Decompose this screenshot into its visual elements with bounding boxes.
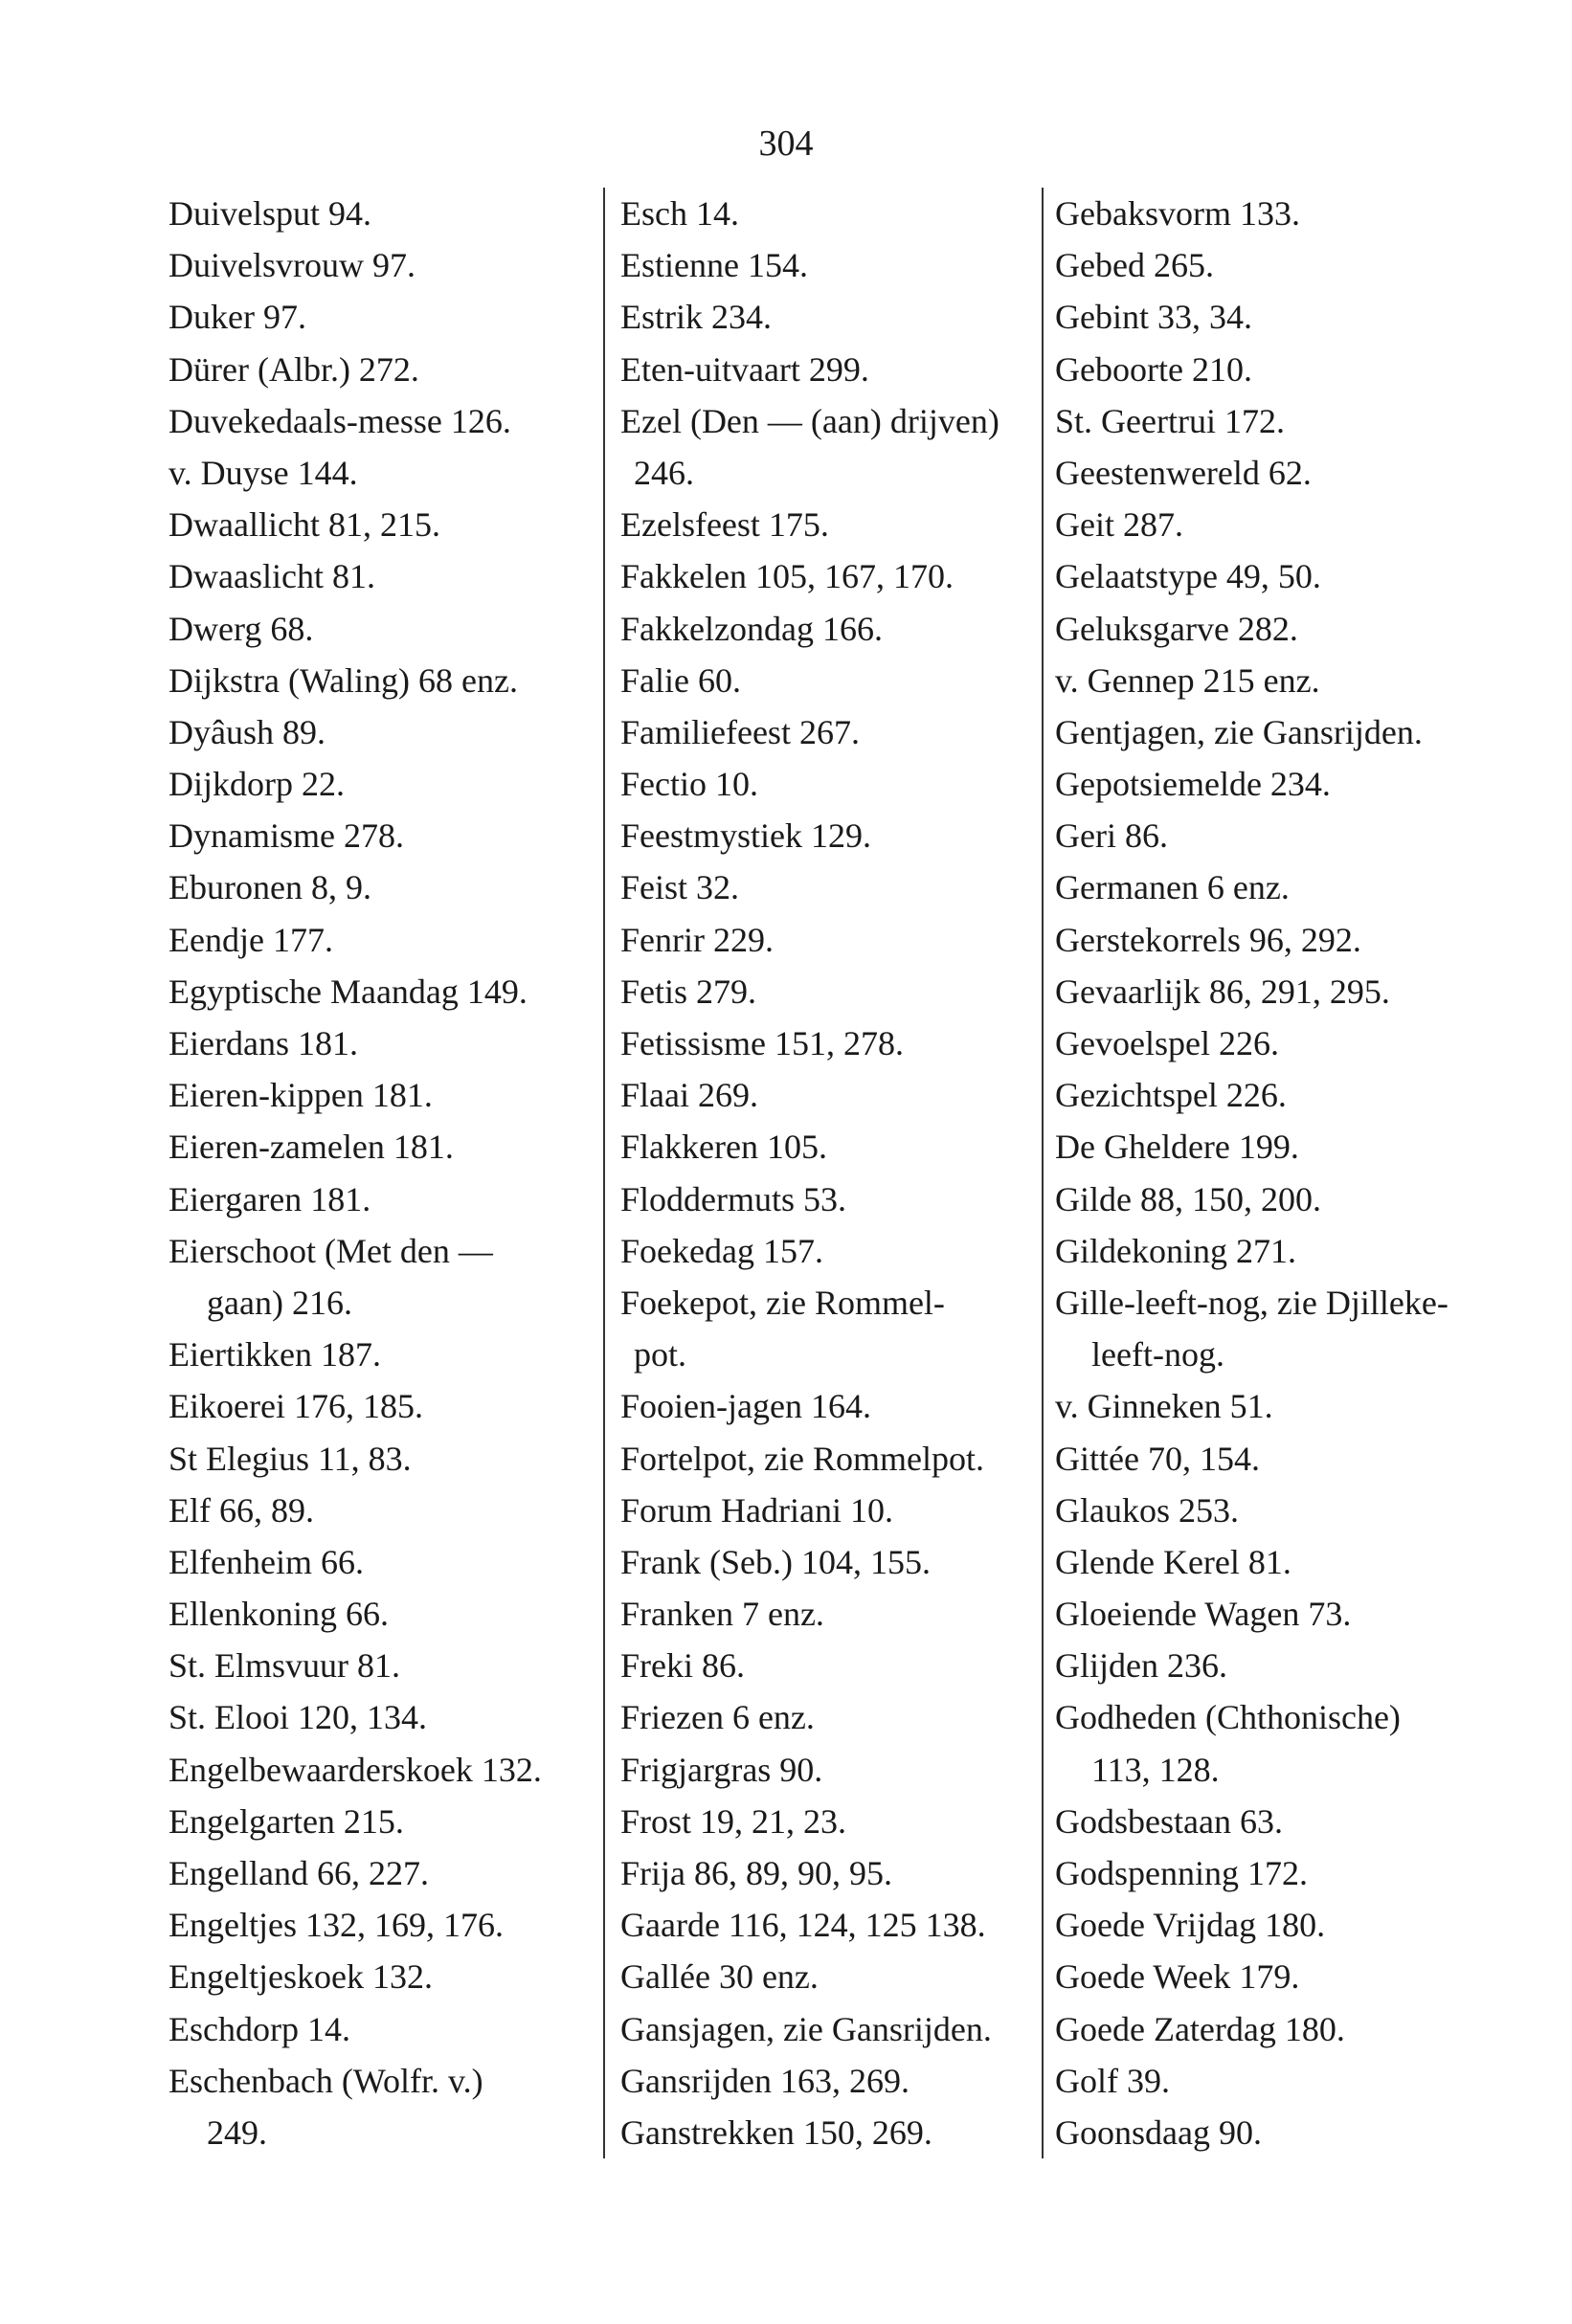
index-entry: Franken 7 enz. <box>620 1595 824 1634</box>
index-entry: Gevoelspel 226. <box>1055 1024 1279 1062</box>
index-entry: Dwaallicht 81, 215. <box>168 505 440 545</box>
index-entry: Duker 97. <box>168 298 306 337</box>
index-entry: Gaarde 116, 124, 125 138. <box>620 1906 986 1945</box>
index-entry: Feist 32. <box>620 868 740 907</box>
index-entry: Gepotsiemelde 234. <box>1055 765 1331 804</box>
index-entry: Goede Vrijdag 180. <box>1055 1906 1326 1945</box>
index-entry: Fakkelzondag 166. <box>620 609 883 648</box>
index-entry-continuation: 249. <box>207 2112 267 2152</box>
index-entry-continuation: 246. <box>634 453 694 492</box>
index-entry: Geestenwereld 62. <box>1055 453 1312 492</box>
index-entry: Gille-leeft-nog, zie Djilleke- <box>1055 1283 1448 1322</box>
index-entry: Dynamisme 278. <box>168 816 404 856</box>
index-entry: Godheden (Chthonische) <box>1055 1698 1401 1737</box>
index-entry: Frigjargras 90. <box>620 1750 823 1789</box>
index-entry: Dwerg 68. <box>168 609 314 648</box>
index-entry: Ezelsfeest 175. <box>620 505 829 545</box>
index-entry: Gevaarlijk 86, 291, 295. <box>1055 972 1390 1011</box>
index-entry: Forum Hadriani 10. <box>620 1490 893 1530</box>
index-entry: Ellenkoning 66. <box>168 1595 389 1634</box>
index-entry-continuation: 113, 128. <box>1091 1750 1220 1789</box>
index-entry: Flakkeren 105. <box>620 1128 827 1167</box>
index-entry: Goede Zaterdag 180. <box>1055 2009 1345 2048</box>
index-entry: Duivelsvrouw 97. <box>168 246 415 285</box>
index-entry: Freki 86. <box>620 1646 745 1686</box>
index-entry: Goede Week 179. <box>1055 1957 1300 1997</box>
index-entry: Foekepot, zie Rommel- <box>620 1283 945 1322</box>
index-entry: Fectio 10. <box>620 765 758 804</box>
index-entry: Elf 66, 89. <box>168 1490 314 1530</box>
index-entry: Glaukos 253. <box>1055 1490 1239 1530</box>
index-entry: Estienne 154. <box>620 246 808 285</box>
index-entry: Elfenheim 66. <box>168 1542 364 1581</box>
index-entry: Gelaatstype 49, 50. <box>1055 557 1321 596</box>
index-entry: Eburonen 8, 9. <box>168 868 371 907</box>
index-entry: Dürer (Albr.) 272. <box>168 349 419 389</box>
index-entry: Geluksgarve 282. <box>1055 609 1298 648</box>
index-entry-continuation: gaan) 216. <box>207 1283 352 1322</box>
index-entry: De Gheldere 199. <box>1055 1128 1299 1167</box>
index-entry: Gansjagen, zie Gansrijden. <box>620 2009 992 2048</box>
index-entry: Eierdans 181. <box>168 1024 358 1062</box>
index-entry: Godspenning 172. <box>1055 1854 1308 1892</box>
index-entry: Eieren-zamelen 181. <box>168 1128 454 1167</box>
index-entry: Friezen 6 enz. <box>620 1698 815 1737</box>
index-entry: Gebaksvorm 133. <box>1055 194 1300 233</box>
index-entry: St. Geertrui 172. <box>1055 401 1285 440</box>
index-entry: v. Ginneken 51. <box>1055 1387 1273 1426</box>
index-entry: Eendje 177. <box>168 920 333 959</box>
index-entry: v. Duyse 144. <box>168 453 358 492</box>
index-entry: Geri 86. <box>1055 816 1168 856</box>
index-entry: St. Elooi 120, 134. <box>168 1698 428 1737</box>
index-entry: Esch 14. <box>620 194 739 233</box>
index-entry: Eierschoot (Met den — <box>168 1231 493 1270</box>
index-entry: Eiergaren 181. <box>168 1179 371 1218</box>
index-column-3 <box>1042 188 1465 2158</box>
index-entry: Gildekoning 271. <box>1055 1231 1296 1270</box>
index-entry-continuation: pot. <box>634 1335 687 1374</box>
index-entry: Dijkstra (Waling) 68 enz. <box>168 660 518 700</box>
index-entry: Duivelsput 94. <box>168 194 371 233</box>
page-number: 304 <box>758 123 814 164</box>
index-entry: Engelland 66, 227. <box>168 1854 429 1892</box>
index-entry: St Elegius 11, 83. <box>168 1439 412 1478</box>
index-column-2 <box>603 188 1019 2158</box>
index-entry: Gebed 265. <box>1055 246 1214 285</box>
index-entry: Gansrijden 163, 269. <box>620 2061 910 2100</box>
index-entry: Estrik 234. <box>620 298 772 337</box>
index-entry: Fooien-jagen 164. <box>620 1387 871 1426</box>
index-entry: Eschenbach (Wolfr. v.) <box>168 2061 483 2100</box>
index-entry: Fetissisme 151, 278. <box>620 1024 905 1062</box>
index-entry: Engelbewaarderskoek 132. <box>168 1750 542 1789</box>
index-entry: Falie 60. <box>620 660 741 700</box>
index-entry-continuation: leeft-nog. <box>1091 1335 1224 1374</box>
index-entry: Glende Kerel 81. <box>1055 1542 1291 1581</box>
index-column-1 <box>168 188 582 2158</box>
index-entry: Germanen 6 enz. <box>1055 868 1290 907</box>
index-entry: Gloeiende Wagen 73. <box>1055 1595 1352 1634</box>
index-entry: Ganstrekken 150, 269. <box>620 2112 932 2152</box>
index-entry: Floddermuts 53. <box>620 1179 847 1218</box>
index-entry: Ezel (Den — (aan) drijven) <box>620 401 999 440</box>
index-entry: Gilde 88, 150, 200. <box>1055 1179 1321 1218</box>
index-entry: Fenrir 229. <box>620 920 774 959</box>
index-entry: Familiefeest 267. <box>620 712 860 751</box>
index-entry: Dyâush 89. <box>168 712 326 751</box>
index-entry: Duvekedaals-messe 126. <box>168 401 511 440</box>
index-entry: Gebint 33, 34. <box>1055 298 1252 337</box>
index-entry: Engeltjeskoek 132. <box>168 1957 433 1997</box>
index-entry: Fakkelen 105, 167, 170. <box>620 557 954 596</box>
index-entry: Godsbestaan 63. <box>1055 1801 1283 1841</box>
index-entry: Dijkdorp 22. <box>168 765 345 804</box>
index-entry: Frija 86, 89, 90, 95. <box>620 1854 892 1892</box>
index-entry: Eschdorp 14. <box>168 2009 350 2048</box>
index-entry: Frank (Seb.) 104, 155. <box>620 1542 931 1581</box>
index-entry: Engelgarten 215. <box>168 1801 404 1841</box>
index-entry: Golf 39. <box>1055 2061 1170 2100</box>
index-entry: Gentjagen, zie Gansrijden. <box>1055 712 1423 751</box>
index-entry: Geit 287. <box>1055 505 1183 545</box>
index-entry: Fortelpot, zie Rommelpot. <box>620 1439 984 1478</box>
index-entry: Frost 19, 21, 23. <box>620 1801 847 1841</box>
index-entry: Flaai 269. <box>620 1076 758 1115</box>
index-entry: Eikoerei 176, 185. <box>168 1387 423 1426</box>
index-entry: Fetis 279. <box>620 972 757 1011</box>
index-entry: Engeltjes 132, 169, 176. <box>168 1906 504 1945</box>
index-entry: Gittée 70, 154. <box>1055 1439 1260 1478</box>
index-entry: St. Elmsvuur 81. <box>168 1646 401 1686</box>
index-entry: Gallée 30 enz. <box>620 1957 819 1997</box>
index-entry: Egyptische Maandag 149. <box>168 972 528 1011</box>
index-entry: Gerstekorrels 96, 292. <box>1055 920 1361 959</box>
index-entry: Foekedag 157. <box>620 1231 823 1270</box>
index-entry: Glijden 236. <box>1055 1646 1227 1686</box>
index-entry: Geboorte 210. <box>1055 349 1252 389</box>
index-entry: Eieren-kippen 181. <box>168 1076 433 1115</box>
index-entry: Eten-uitvaart 299. <box>620 349 869 389</box>
index-entry: v. Gennep 215 enz. <box>1055 660 1320 700</box>
index-entry: Dwaaslicht 81. <box>168 557 375 596</box>
index-entry: Eiertikken 187. <box>168 1335 381 1374</box>
index-entry: Goonsdaag 90. <box>1055 2112 1262 2152</box>
index-entry: Gezichtspel 226. <box>1055 1076 1287 1115</box>
index-entry: Feestmystiek 129. <box>620 816 871 856</box>
